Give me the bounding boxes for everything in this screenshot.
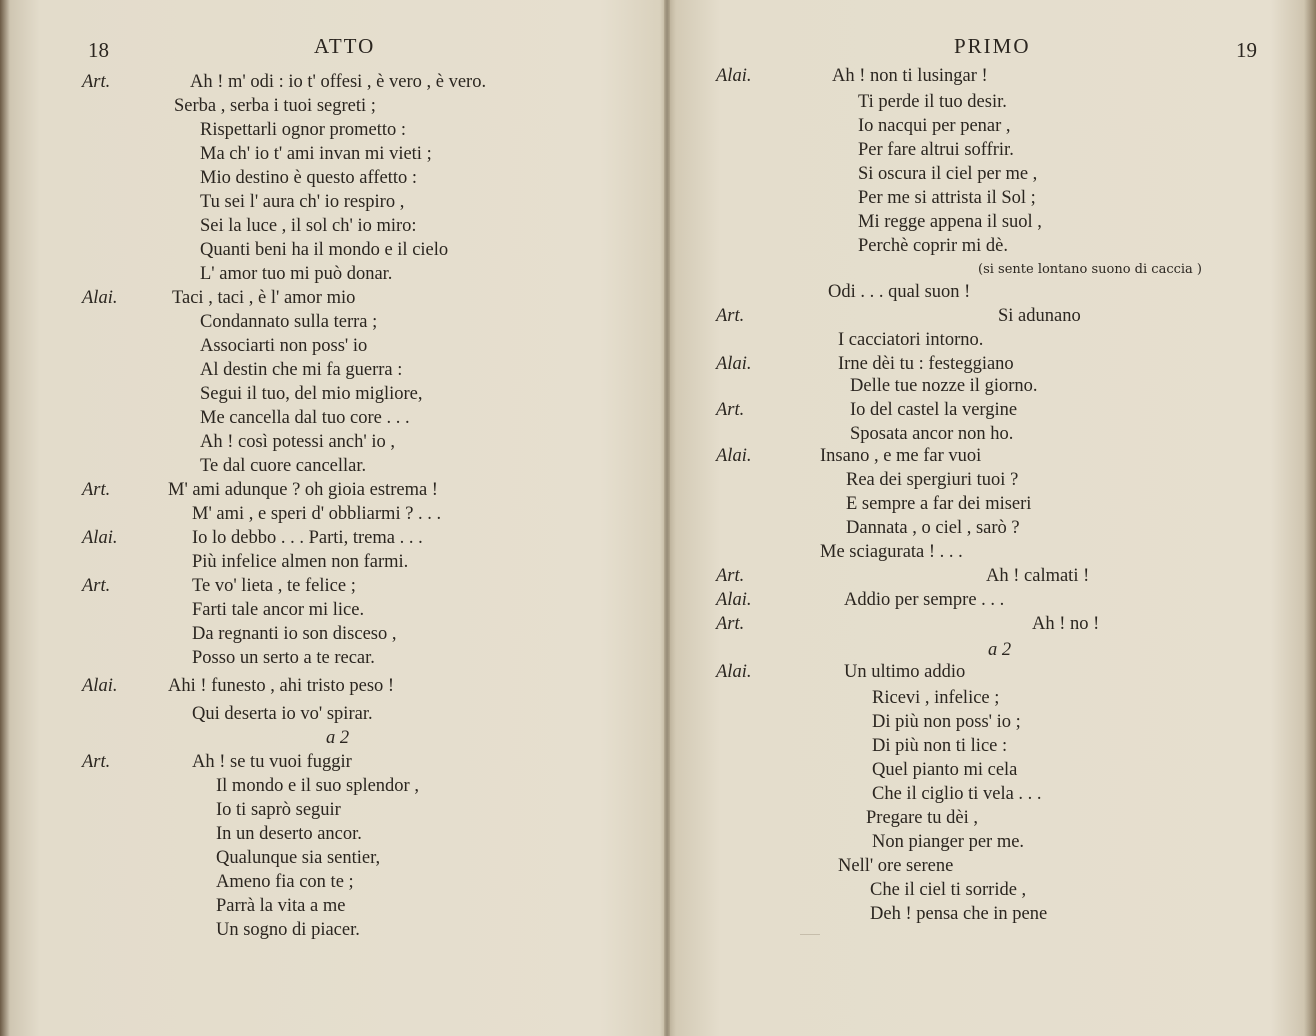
verse-text: Io lo debbo . . . Parti, trema . . . <box>192 528 423 548</box>
speaker-label: Art. <box>82 752 111 772</box>
verse-text: Si oscura il ciel per me , <box>858 164 1038 184</box>
verse-text: Ricevi , infelice ; <box>872 688 1000 708</box>
verse-text: Il mondo e il suo splendor , <box>216 776 419 796</box>
verse-text: Qui deserta io vo' spirar. <box>192 704 373 724</box>
verse-text: Ma ch' io t' ami invan mi vieti ; <box>200 144 432 164</box>
speaker-label: Art. <box>716 306 745 326</box>
speaker-label: Art. <box>716 566 745 586</box>
verse-text: Per me si attrista il Sol ; <box>858 188 1036 208</box>
verse-text: Io ti saprò seguir <box>216 800 341 820</box>
speaker-label: Alai. <box>82 288 118 308</box>
right-page-number: 19 <box>1236 38 1257 62</box>
verse-text: Al destin che mi fa guerra : <box>200 360 403 380</box>
verse-text: Ah ! se tu vuoi fuggir <box>192 752 352 772</box>
speaker-label: Alai. <box>82 528 118 548</box>
speaker-label: Art. <box>82 480 111 500</box>
verse-text: Ah ! m' odi : io t' offesi , è vero , è vero. <box>190 72 487 92</box>
verse-text: Irne dèi tu : festeggiano <box>838 354 1014 374</box>
speaker-label: Alai. <box>716 590 752 610</box>
verse-text: Un sogno di piacer. <box>216 920 360 940</box>
verse-text: Posso un serto a te recar. <box>192 648 375 668</box>
verse-text: Di più non poss' io ; <box>872 712 1021 732</box>
verse-text: Delle tue nozze il giorno. <box>850 376 1038 396</box>
verse-text: Pregare tu dèi , <box>866 808 978 828</box>
speaker-label: Alai. <box>82 676 118 696</box>
verse-text: Qualunque sia sentier, <box>216 848 381 868</box>
verse-text: Ahi ! funesto , ahi tristo peso ! <box>168 676 395 696</box>
page-mark <box>800 934 820 935</box>
verse-text: Dannata , o ciel , sarò ? <box>846 518 1020 538</box>
left-running-head: ATTO <box>314 34 376 58</box>
stage-direction: (si sente lontano suono di caccia ) <box>978 262 1203 277</box>
verse-text: Condannato sulla terra ; <box>200 312 378 332</box>
right-page <box>670 0 1316 1036</box>
verse-text: Io del castel la vergine <box>850 400 1018 420</box>
verse-text: Ah ! non ti lusingar ! <box>832 66 988 86</box>
verse-text: M' ami adunque ? oh gioia estrema ! <box>168 480 438 500</box>
duet-marker: a 2 <box>326 728 350 748</box>
verse-text: Mi regge appena il suol , <box>858 212 1042 232</box>
verse-text: Quanti beni ha il mondo e il cielo <box>200 240 449 260</box>
speaker-label: Art. <box>82 72 111 92</box>
duet-marker: a 2 <box>988 640 1012 660</box>
verse-text: Ah ! no ! <box>1032 614 1100 634</box>
speaker-label: Alai. <box>716 66 752 86</box>
verse-text: Si adunano <box>998 306 1081 326</box>
verse-text: M' ami , e speri d' obbliarmi ? . . . <box>192 504 442 524</box>
verse-text: Ti perde il tuo desir. <box>858 92 1007 112</box>
verse-text: Nell' ore serene <box>838 856 954 876</box>
verse-text: Te dal cuore cancellar. <box>200 456 367 476</box>
verse-text: Serba , serba i tuoi segreti ; <box>174 96 376 116</box>
verse-text: Me cancella dal tuo core . . . <box>200 408 410 428</box>
left-page-number: 18 <box>88 38 109 62</box>
verse-text: Me sciagurata ! . . . <box>820 542 963 562</box>
verse-text: Mio destino è questo affetto : <box>200 168 417 188</box>
verse-text: Che il ciel ti sorride , <box>870 880 1027 900</box>
speaker-label: Art. <box>716 400 745 420</box>
verse-text: Perchè coprir mi dè. <box>858 236 1008 256</box>
verse-text: Parrà la vita a me <box>216 896 346 916</box>
speaker-label: Alai. <box>716 446 752 466</box>
verse-text: Ah ! così potessi anch' io , <box>200 432 395 452</box>
verse-text: L' amor tuo mi può donar. <box>200 264 393 284</box>
speaker-label: Art. <box>82 576 111 596</box>
verse-text: Farti tale ancor mi lice. <box>192 600 365 620</box>
verse-text: Per fare altrui soffrir. <box>858 140 1014 160</box>
verse-text: Un ultimo addio <box>844 662 966 682</box>
verse-text: Da regnanti io son disceso , <box>192 624 397 644</box>
verse-text: Più infelice almen non farmi. <box>192 552 409 572</box>
verse-text: Insano , e me far vuoi <box>820 446 982 466</box>
verse-text: Tu sei l' aura ch' io respiro , <box>200 192 405 212</box>
verse-text: Sposata ancor non ho. <box>850 424 1014 444</box>
verse-text: Quel pianto mi cela <box>872 760 1018 780</box>
verse-text: Sei la luce , il sol ch' io miro: <box>200 216 417 236</box>
verse-text: Te vo' lieta , te felice ; <box>192 576 356 596</box>
speaker-label: Alai. <box>716 662 752 682</box>
verse-text: Che il ciglio ti vela . . . <box>872 784 1042 804</box>
verse-text: Deh ! pensa che in pene <box>870 904 1048 924</box>
verse-text: Di più non ti lice : <box>872 736 1008 756</box>
verse-text: E sempre a far dei miseri <box>846 494 1032 514</box>
verse-text: Ah ! calmati ! <box>986 566 1090 586</box>
verse-text: Ameno fia con te ; <box>216 872 354 892</box>
verse-text: Io nacqui per penar , <box>858 116 1011 136</box>
speaker-label: Art. <box>716 614 745 634</box>
verse-text: Odi . . . qual suon ! <box>828 282 971 302</box>
verse-text: Addio per sempre . . . <box>844 590 1005 610</box>
verse-text: Segui il tuo, del mio migliore, <box>200 384 423 404</box>
verse-text: Associarti non poss' io <box>200 336 368 356</box>
verse-text: In un deserto ancor. <box>216 824 362 844</box>
verse-text: I cacciatori intorno. <box>838 330 984 350</box>
right-running-head: PRIMO <box>954 34 1031 58</box>
speaker-label: Alai. <box>716 354 752 374</box>
verse-text: Rispettarli ognor prometto : <box>200 120 407 140</box>
verse-text: Rea dei spergiuri tuoi ? <box>846 470 1019 490</box>
verse-text: Taci , taci , è l' amor mio <box>172 288 356 308</box>
verse-text: Non pianger per me. <box>872 832 1025 852</box>
